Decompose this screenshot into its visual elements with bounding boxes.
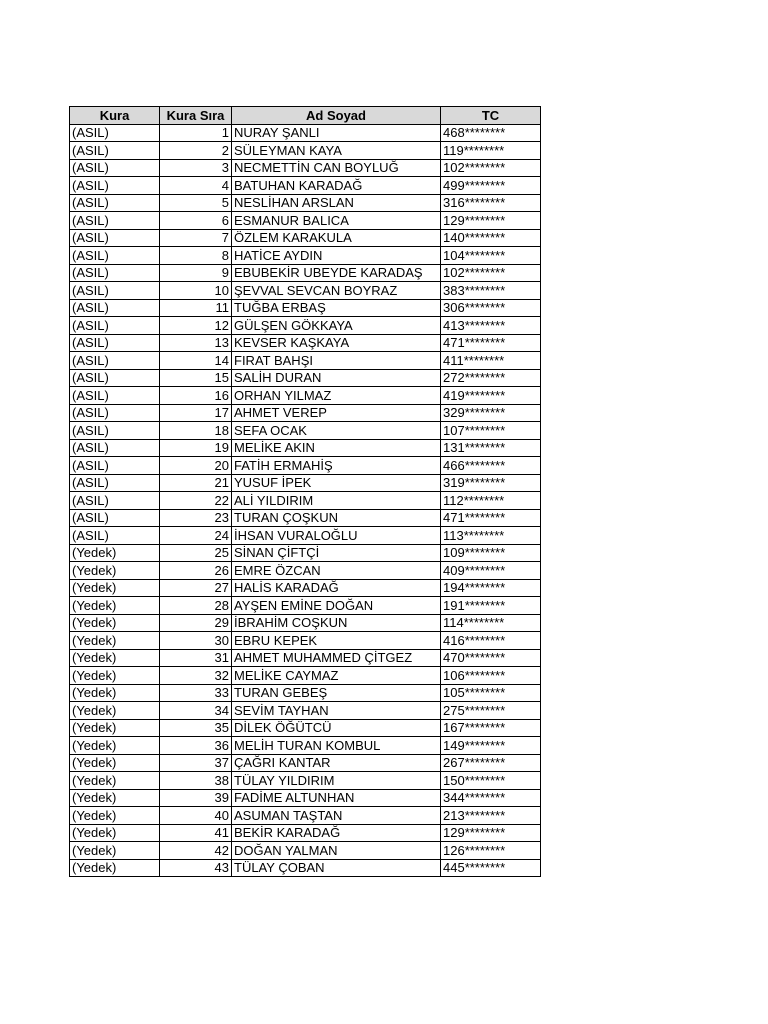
cell-tc: 471********: [441, 334, 541, 352]
cell-kura: (Yedek): [70, 684, 160, 702]
table-row: [70, 754, 541, 772]
cell-kura-sira: 1: [160, 124, 232, 142]
cell-ad-soyad: EBRU KEPEK: [232, 632, 441, 650]
cell-kura: (Yedek): [70, 632, 160, 650]
cell-ad-soyad: FIRAT BAHŞI: [232, 352, 441, 370]
cell-tc: 466********: [441, 457, 541, 475]
cell-kura: (Yedek): [70, 789, 160, 807]
table-row: [70, 544, 541, 562]
cell-ad-soyad: ORHAN YILMAZ: [232, 387, 441, 405]
cell-kura-sira: 36: [160, 737, 232, 755]
cell-tc: 112********: [441, 492, 541, 510]
cell-tc: 267********: [441, 754, 541, 772]
cell-kura: (ASIL): [70, 457, 160, 475]
cell-kura: (ASIL): [70, 142, 160, 160]
cell-tc: 411********: [441, 352, 541, 370]
table-row: [70, 562, 541, 580]
cell-tc: 194********: [441, 579, 541, 597]
cell-ad-soyad: EMRE ÖZCAN: [232, 562, 441, 580]
cell-kura: (ASIL): [70, 194, 160, 212]
cell-tc: 119********: [441, 142, 541, 160]
cell-ad-soyad: FADİME ALTUNHAN: [232, 789, 441, 807]
cell-kura: (ASIL): [70, 334, 160, 352]
cell-ad-soyad: NESLİHAN ARSLAN: [232, 194, 441, 212]
cell-kura: (ASIL): [70, 299, 160, 317]
cell-ad-soyad: SEVİM TAYHAN: [232, 702, 441, 720]
cell-kura-sira: 6: [160, 212, 232, 230]
cell-kura-sira: 26: [160, 562, 232, 580]
cell-kura: (Yedek): [70, 702, 160, 720]
table-row: [70, 614, 541, 632]
cell-tc: 109********: [441, 544, 541, 562]
cell-ad-soyad: HALİS KARADAĞ: [232, 579, 441, 597]
cell-kura-sira: 3: [160, 159, 232, 177]
cell-tc: 102********: [441, 159, 541, 177]
cell-kura: (Yedek): [70, 597, 160, 615]
table-row: [70, 684, 541, 702]
table-row: [70, 247, 541, 265]
cell-tc: 275********: [441, 702, 541, 720]
table-row: [70, 842, 541, 860]
cell-tc: 306********: [441, 299, 541, 317]
cell-kura: (Yedek): [70, 667, 160, 685]
cell-ad-soyad: AYŞEN EMİNE DOĞAN: [232, 597, 441, 615]
cell-kura: (ASIL): [70, 492, 160, 510]
cell-tc: 126********: [441, 842, 541, 860]
cell-kura: (Yedek): [70, 754, 160, 772]
table-row: [70, 299, 541, 317]
table-row: [70, 632, 541, 650]
cell-kura-sira: 43: [160, 859, 232, 877]
cell-tc: 102********: [441, 264, 541, 282]
table-row: [70, 667, 541, 685]
cell-ad-soyad: BATUHAN KARADAĞ: [232, 177, 441, 195]
cell-ad-soyad: İBRAHİM COŞKUN: [232, 614, 441, 632]
cell-tc: 468********: [441, 124, 541, 142]
cell-tc: 113********: [441, 527, 541, 545]
cell-kura-sira: 24: [160, 527, 232, 545]
cell-tc: 105********: [441, 684, 541, 702]
cell-ad-soyad: NECMETTİN CAN BOYLUĞ: [232, 159, 441, 177]
table-row: [70, 772, 541, 790]
cell-kura: (ASIL): [70, 422, 160, 440]
cell-kura: (Yedek): [70, 544, 160, 562]
cell-kura: (ASIL): [70, 177, 160, 195]
cell-kura: (ASIL): [70, 404, 160, 422]
cell-kura-sira: 20: [160, 457, 232, 475]
cell-ad-soyad: TURAN ÇOŞKUN: [232, 509, 441, 527]
cell-tc: 319********: [441, 474, 541, 492]
header-tc: TC: [441, 107, 541, 125]
cell-tc: 413********: [441, 317, 541, 335]
cell-kura-sira: 41: [160, 824, 232, 842]
table-row: [70, 422, 541, 440]
cell-ad-soyad: NURAY ŞANLI: [232, 124, 441, 142]
cell-kura: (Yedek): [70, 859, 160, 877]
cell-ad-soyad: TÜLAY YILDIRIM: [232, 772, 441, 790]
cell-kura-sira: 32: [160, 667, 232, 685]
cell-kura: (ASIL): [70, 352, 160, 370]
cell-kura-sira: 38: [160, 772, 232, 790]
cell-tc: 114********: [441, 614, 541, 632]
table-row: [70, 807, 541, 825]
cell-tc: 344********: [441, 789, 541, 807]
table-row: [70, 439, 541, 457]
cell-kura: (Yedek): [70, 807, 160, 825]
cell-kura-sira: 18: [160, 422, 232, 440]
cell-kura-sira: 19: [160, 439, 232, 457]
table-row: [70, 317, 541, 335]
cell-tc: 471********: [441, 509, 541, 527]
cell-ad-soyad: ALİ YILDIRIM: [232, 492, 441, 510]
cell-kura: (ASIL): [70, 527, 160, 545]
cell-kura: (Yedek): [70, 614, 160, 632]
cell-kura-sira: 8: [160, 247, 232, 265]
cell-ad-soyad: BEKİR KARADAĞ: [232, 824, 441, 842]
cell-ad-soyad: AHMET MUHAMMED ÇİTGEZ: [232, 649, 441, 667]
cell-tc: 445********: [441, 859, 541, 877]
cell-tc: 499********: [441, 177, 541, 195]
table-row: [70, 142, 541, 160]
cell-ad-soyad: İHSAN VURALOĞLU: [232, 527, 441, 545]
cell-ad-soyad: FATİH ERMAHİŞ: [232, 457, 441, 475]
table-header: [70, 107, 541, 125]
cell-kura-sira: 22: [160, 492, 232, 510]
table-row: [70, 177, 541, 195]
cell-kura-sira: 17: [160, 404, 232, 422]
cell-tc: 129********: [441, 824, 541, 842]
cell-ad-soyad: KEVSER KAŞKAYA: [232, 334, 441, 352]
header-ad-soyad: Ad Soyad: [232, 107, 441, 125]
cell-kura: (ASIL): [70, 229, 160, 247]
cell-kura-sira: 12: [160, 317, 232, 335]
cell-kura-sira: 25: [160, 544, 232, 562]
header-row: [70, 107, 541, 125]
cell-ad-soyad: ŞEVVAL SEVCAN BOYRAZ: [232, 282, 441, 300]
table-row: [70, 229, 541, 247]
cell-kura-sira: 39: [160, 789, 232, 807]
table-row: [70, 737, 541, 755]
table-row: [70, 159, 541, 177]
table-row: [70, 719, 541, 737]
header-kura-sira: Kura Sıra: [160, 107, 232, 125]
cell-ad-soyad: MELİKE AKIN: [232, 439, 441, 457]
cell-kura-sira: 29: [160, 614, 232, 632]
cell-tc: 104********: [441, 247, 541, 265]
cell-ad-soyad: TÜLAY ÇOBAN: [232, 859, 441, 877]
cell-kura-sira: 2: [160, 142, 232, 160]
cell-kura: (ASIL): [70, 247, 160, 265]
cell-kura-sira: 13: [160, 334, 232, 352]
cell-kura: (ASIL): [70, 212, 160, 230]
cell-ad-soyad: EBUBEKİR UBEYDE KARADAŞ: [232, 264, 441, 282]
cell-ad-soyad: ÇAĞRI KANTAR: [232, 754, 441, 772]
cell-kura-sira: 40: [160, 807, 232, 825]
cell-ad-soyad: ÖZLEM KARAKULA: [232, 229, 441, 247]
cell-ad-soyad: MELİKE CAYMAZ: [232, 667, 441, 685]
cell-kura-sira: 7: [160, 229, 232, 247]
cell-kura: (ASIL): [70, 317, 160, 335]
cell-ad-soyad: YUSUF İPEK: [232, 474, 441, 492]
cell-tc: 470********: [441, 649, 541, 667]
cell-kura: (ASIL): [70, 509, 160, 527]
cell-kura: (Yedek): [70, 737, 160, 755]
cell-ad-soyad: SİNAN ÇİFTÇİ: [232, 544, 441, 562]
cell-kura: (ASIL): [70, 369, 160, 387]
table-row: [70, 474, 541, 492]
cell-kura: (Yedek): [70, 824, 160, 842]
table-row: [70, 264, 541, 282]
table-row: [70, 194, 541, 212]
table-row: [70, 597, 541, 615]
cell-tc: 167********: [441, 719, 541, 737]
cell-kura-sira: 27: [160, 579, 232, 597]
cell-kura-sira: 37: [160, 754, 232, 772]
cell-tc: 416********: [441, 632, 541, 650]
cell-tc: 149********: [441, 737, 541, 755]
cell-tc: 107********: [441, 422, 541, 440]
cell-ad-soyad: TURAN GEBEŞ: [232, 684, 441, 702]
cell-tc: 316********: [441, 194, 541, 212]
cell-tc: 140********: [441, 229, 541, 247]
table-row: [70, 352, 541, 370]
cell-tc: 419********: [441, 387, 541, 405]
cell-kura: (ASIL): [70, 159, 160, 177]
cell-kura-sira: 15: [160, 369, 232, 387]
table-row: [70, 702, 541, 720]
cell-kura: (Yedek): [70, 649, 160, 667]
header-kura: Kura: [70, 107, 160, 125]
table-row: [70, 492, 541, 510]
cell-tc: 106********: [441, 667, 541, 685]
cell-ad-soyad: GÜLŞEN GÖKKAYA: [232, 317, 441, 335]
cell-kura: (Yedek): [70, 772, 160, 790]
cell-ad-soyad: SEFA OCAK: [232, 422, 441, 440]
cell-kura: (Yedek): [70, 562, 160, 580]
cell-tc: 383********: [441, 282, 541, 300]
cell-kura-sira: 14: [160, 352, 232, 370]
table-row: [70, 124, 541, 142]
cell-kura-sira: 28: [160, 597, 232, 615]
cell-tc: 409********: [441, 562, 541, 580]
cell-kura-sira: 23: [160, 509, 232, 527]
cell-kura-sira: 31: [160, 649, 232, 667]
cell-kura: (Yedek): [70, 842, 160, 860]
cell-ad-soyad: SÜLEYMAN KAYA: [232, 142, 441, 160]
table-row: [70, 457, 541, 475]
table-body: [70, 124, 541, 877]
table-row: [70, 789, 541, 807]
cell-ad-soyad: ESMANUR BALICA: [232, 212, 441, 230]
cell-ad-soyad: TUĞBA ERBAŞ: [232, 299, 441, 317]
cell-kura: (ASIL): [70, 439, 160, 457]
table-row: [70, 369, 541, 387]
cell-tc: 213********: [441, 807, 541, 825]
cell-kura-sira: 5: [160, 194, 232, 212]
cell-ad-soyad: HATİCE AYDIN: [232, 247, 441, 265]
cell-tc: 131********: [441, 439, 541, 457]
cell-tc: 191********: [441, 597, 541, 615]
cell-kura-sira: 11: [160, 299, 232, 317]
cell-kura: (ASIL): [70, 282, 160, 300]
lottery-results-table: [69, 106, 541, 877]
table-row: [70, 404, 541, 422]
cell-kura: (ASIL): [70, 124, 160, 142]
cell-ad-soyad: ASUMAN TAŞTAN: [232, 807, 441, 825]
cell-kura-sira: 35: [160, 719, 232, 737]
cell-kura: (ASIL): [70, 264, 160, 282]
cell-kura: (Yedek): [70, 579, 160, 597]
cell-kura-sira: 34: [160, 702, 232, 720]
cell-kura: (ASIL): [70, 474, 160, 492]
cell-kura-sira: 4: [160, 177, 232, 195]
cell-tc: 272********: [441, 369, 541, 387]
table-row: [70, 527, 541, 545]
table-row: [70, 334, 541, 352]
table-row: [70, 509, 541, 527]
cell-kura-sira: 33: [160, 684, 232, 702]
table-row: [70, 859, 541, 877]
table-row: [70, 824, 541, 842]
table-row: [70, 579, 541, 597]
cell-kura-sira: 9: [160, 264, 232, 282]
cell-ad-soyad: SALİH DURAN: [232, 369, 441, 387]
cell-kura-sira: 10: [160, 282, 232, 300]
cell-kura-sira: 21: [160, 474, 232, 492]
cell-ad-soyad: AHMET VEREP: [232, 404, 441, 422]
table-row: [70, 282, 541, 300]
cell-ad-soyad: DOĞAN YALMAN: [232, 842, 441, 860]
cell-ad-soyad: MELİH TURAN KOMBUL: [232, 737, 441, 755]
cell-kura-sira: 16: [160, 387, 232, 405]
table-row: [70, 387, 541, 405]
cell-kura: (ASIL): [70, 387, 160, 405]
table-row: [70, 212, 541, 230]
cell-kura-sira: 42: [160, 842, 232, 860]
cell-tc: 129********: [441, 212, 541, 230]
cell-tc: 150********: [441, 772, 541, 790]
cell-ad-soyad: DİLEK ÖĞÜTCÜ: [232, 719, 441, 737]
table-row: [70, 649, 541, 667]
cell-tc: 329********: [441, 404, 541, 422]
cell-kura-sira: 30: [160, 632, 232, 650]
cell-kura: (Yedek): [70, 719, 160, 737]
